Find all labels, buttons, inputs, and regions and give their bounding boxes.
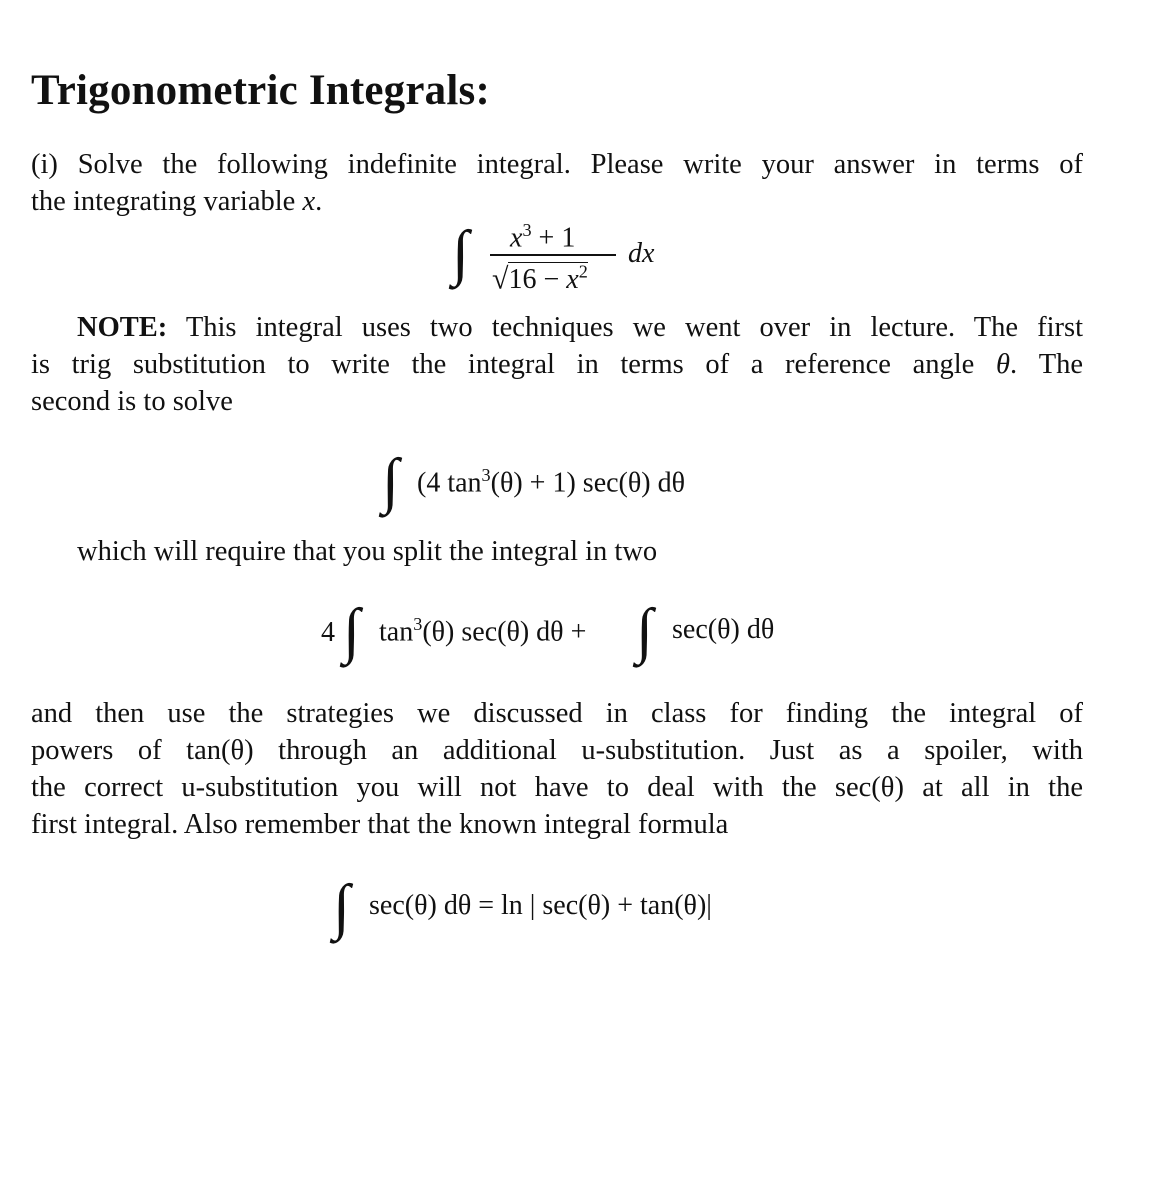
strategy-line-4: first integral. Also remember that the known integral formula: [31, 809, 729, 840]
strategy-line-1: and then use the strategies we discussed in class for finding the integral of: [31, 698, 1083, 729]
note-paragraph: [31, 309, 1083, 420]
integral-1-denominator: $√16 - x^2$: [492, 262, 588, 296]
integral-3-second-term: sec(θ) dθ: [672, 614, 775, 645]
note-line-2: is trig substitution to write the integral in terms of a reference angle θ. The: [31, 349, 1083, 380]
formula-expression: sec(θ) dθ = ln | sec(θ) + tan(θ)|: [369, 890, 712, 921]
strategy-paragraph: [31, 695, 1083, 843]
question-paragraph: [31, 146, 1083, 220]
integral-1-differential: dx: [628, 238, 655, 269]
split-paragraph: which will require that you split the integral in two: [77, 536, 658, 567]
integral-sign-3b: ∫: [636, 597, 653, 665]
question-line-2: the integrating variable x.: [31, 186, 323, 217]
integral-2-expression: (4 $\tan^3(\theta) + 1$) sec(θ) dθ: [417, 465, 686, 499]
integral-3-coefficient: 4: [321, 617, 335, 648]
integral-3-first-term: $\tan^3(\theta)$ sec(θ) dθ +: [379, 614, 587, 648]
integral-sign-3a: ∫: [343, 597, 360, 665]
note-line-3: second is to solve: [31, 386, 233, 417]
integral-sign-2: ∫: [382, 447, 399, 515]
note-line-1: NOTE: This integral uses two techniques we went over in lecture. The first: [77, 312, 1083, 343]
fraction-bar: [490, 254, 616, 256]
integral-1-numerator: $x^3 + 1$: [510, 220, 576, 254]
page-title: Trigonometric Integrals:: [31, 67, 490, 114]
strategy-line-3: the correct u-substitution you will not have to deal with the sec(θ) at all in the: [31, 772, 1083, 803]
strategy-line-2: powers of tan(θ) through an additional u-substitution. Just as a spoiler, with: [31, 735, 1083, 766]
integral-sign-1: ∫: [452, 219, 469, 287]
integral-sign-4: ∫: [333, 873, 350, 941]
question-line-1: (i) Solve the following indefinite integral. Please write your answer in terms of: [31, 149, 1083, 180]
